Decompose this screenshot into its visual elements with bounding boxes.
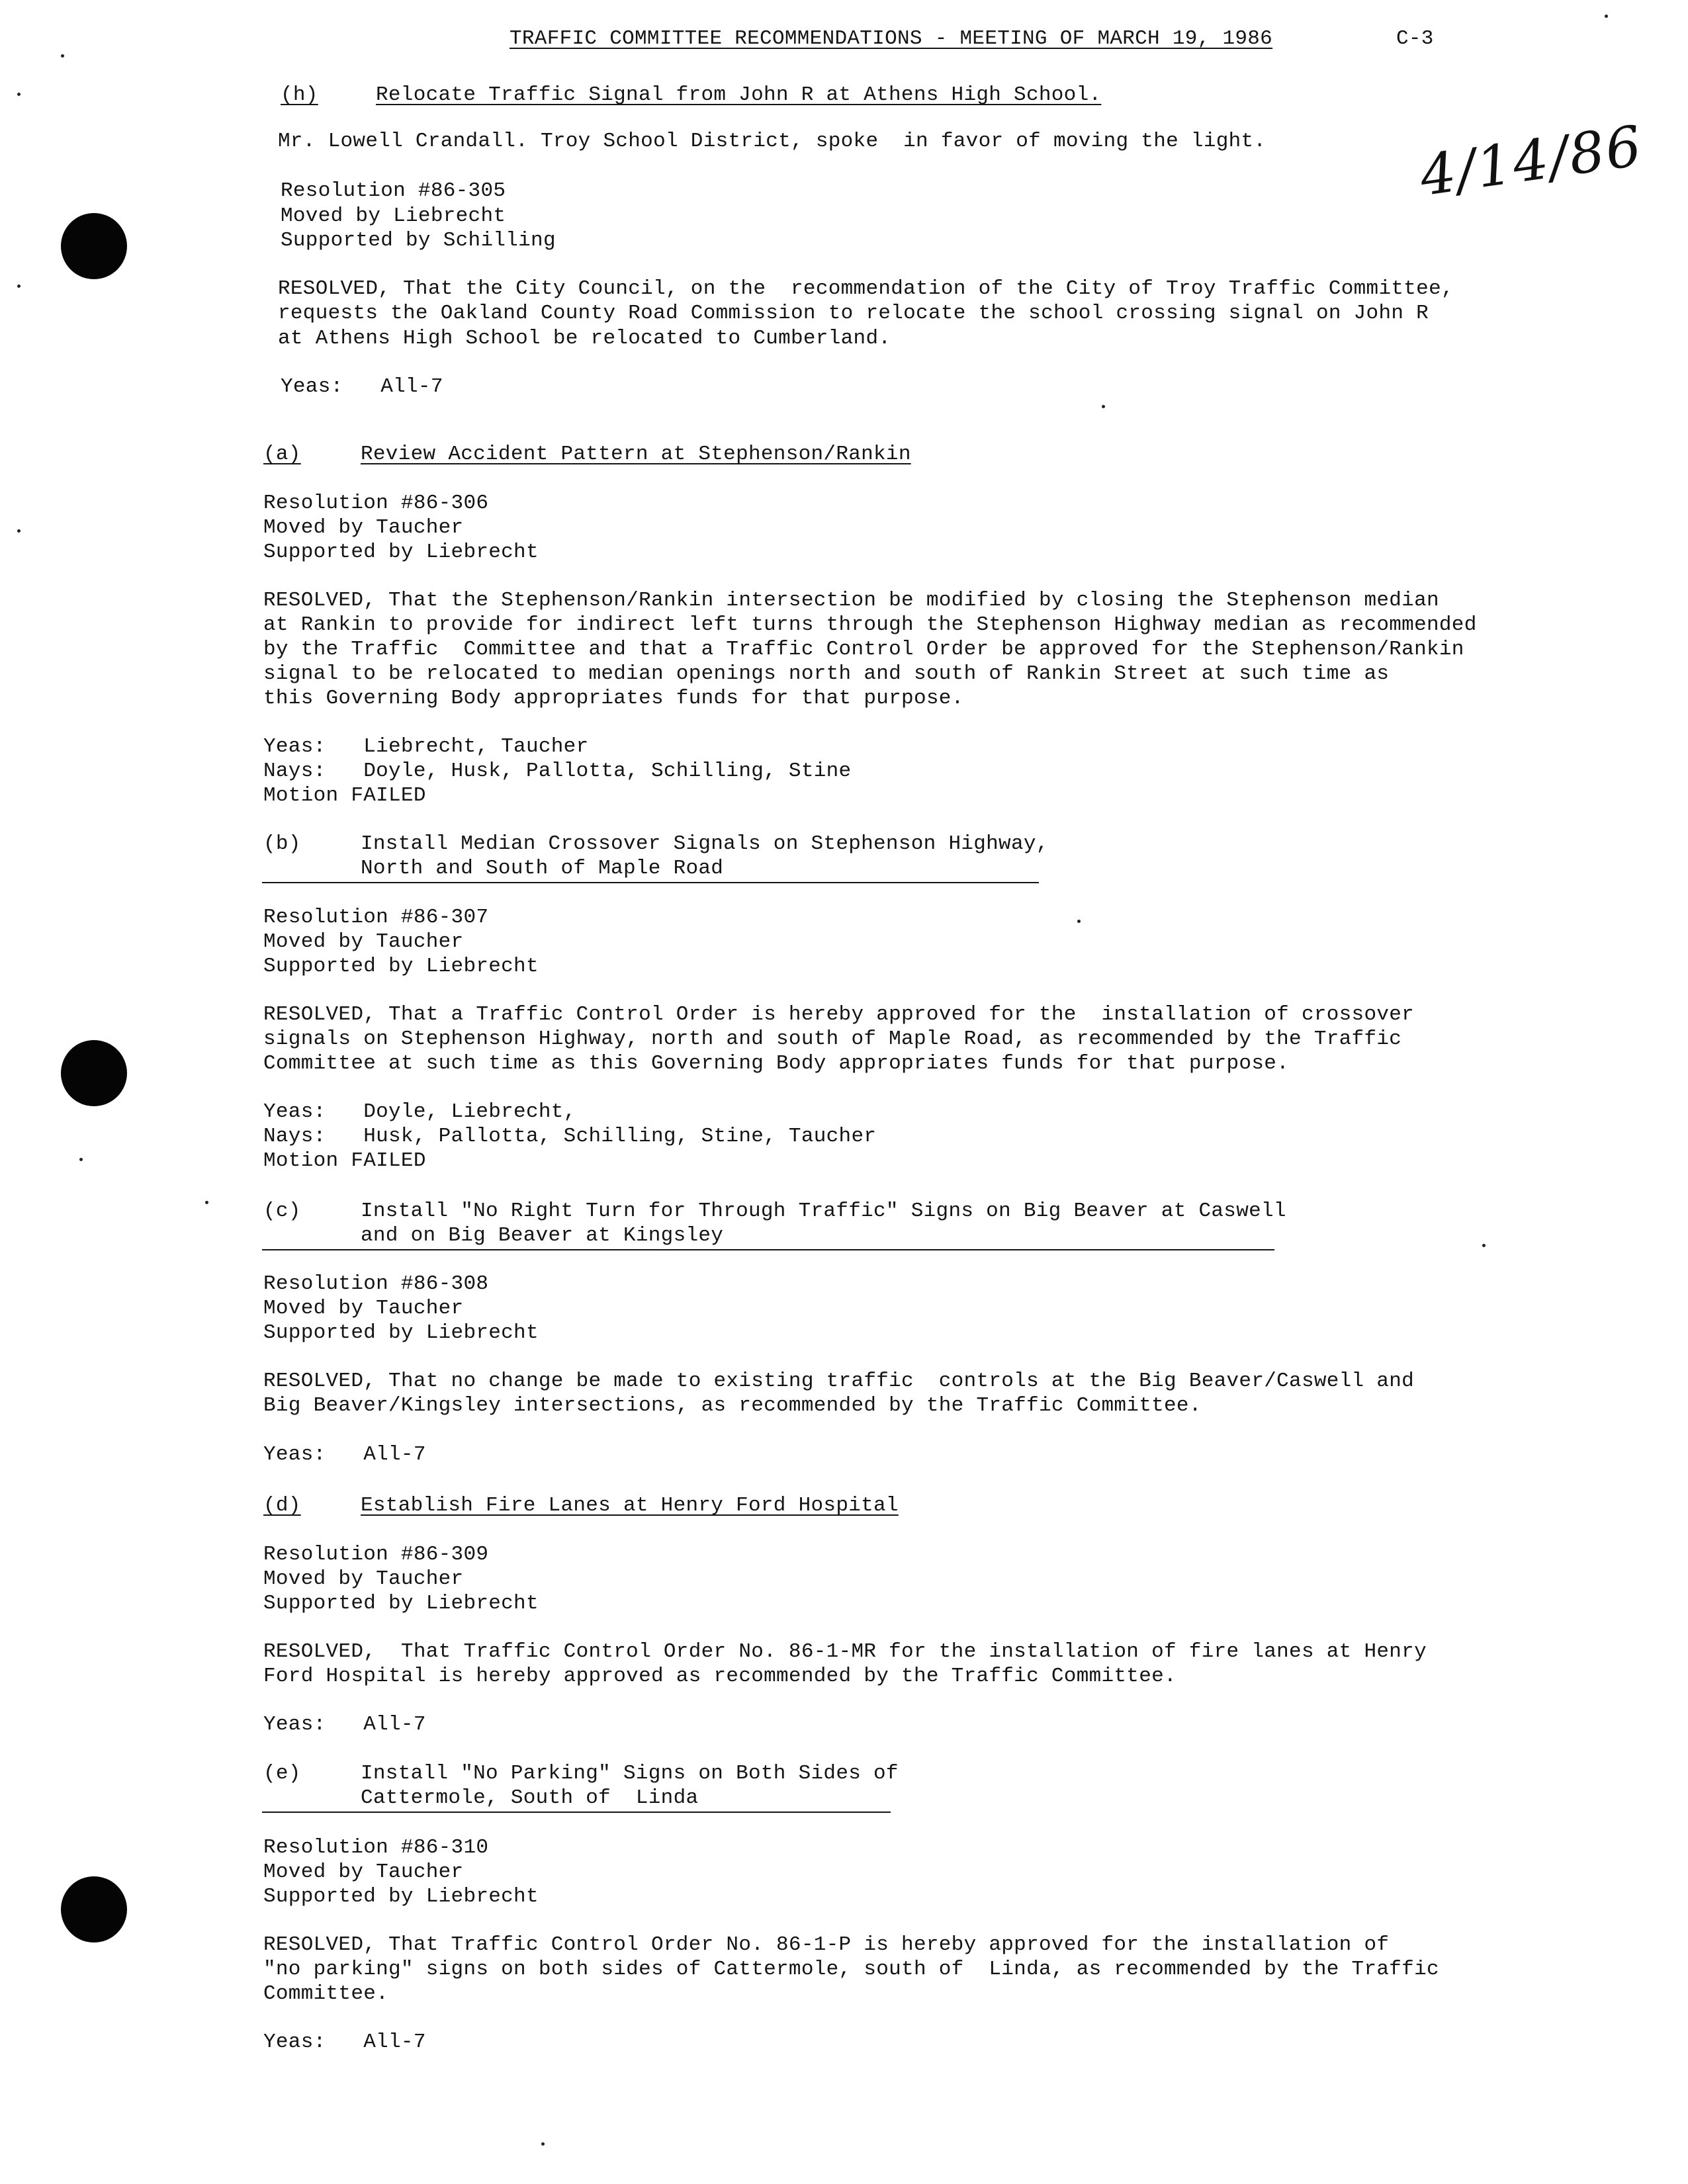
scan-speck	[1077, 920, 1081, 923]
section-d-moved: Moved by Taucher	[263, 1567, 464, 1591]
section-d-body-2: Ford Hospital is hereby approved as recommended by the Traffic Committee.	[263, 1665, 1177, 1688]
section-b-resolution: Resolution #86-307	[263, 906, 489, 929]
section-c-heading-rule	[262, 1249, 1274, 1250]
section-c-heading-1: Install "No Right Turn for Through Traffic" Signs on Big Beaver at Caswell	[361, 1200, 1286, 1223]
section-h-supported: Supported by Schilling	[281, 229, 556, 252]
section-d-body-1: RESOLVED, That Traffic Control Order No. 86-1-MR for the installation of fire lanes at Henry	[263, 1640, 1427, 1663]
section-c-heading-2: and on Big Beaver at Kingsley	[361, 1224, 724, 1247]
section-e-resolution: Resolution #86-310	[263, 1836, 489, 1859]
section-e-body-3: Committee.	[263, 1982, 389, 2005]
section-a-nays: Nays: Doyle, Husk, Pallotta, Schilling, Stine	[263, 760, 852, 783]
section-e-supported: Supported by Liebrecht	[263, 1885, 539, 1908]
scan-speck	[205, 1201, 208, 1204]
scan-speck	[61, 54, 64, 58]
scan-speck	[17, 284, 21, 288]
section-d-heading: Establish Fire Lanes at Henry Ford Hospital	[361, 1494, 899, 1517]
section-a-body-1: RESOLVED, That the Stephenson/Rankin intersection be modified by closing the Stephenson median	[263, 589, 1439, 612]
section-b-letter: (b)	[263, 832, 301, 855]
section-a-motion: Motion FAILED	[263, 784, 426, 807]
section-b-motion: Motion FAILED	[263, 1149, 426, 1172]
section-h-resolution: Resolution #86-305	[281, 179, 506, 202]
section-b-body-1: RESOLVED, That a Traffic Control Order is hereby approved for the installation of crossover	[263, 1003, 1415, 1026]
section-e-heading-1: Install "No Parking" Signs on Both Sides of	[361, 1762, 899, 1785]
section-h-note: Mr. Lowell Crandall. Troy School District, spoke in favor of moving the light.	[278, 130, 1266, 153]
scan-speck	[541, 2142, 545, 2146]
section-h-body-2: requests the Oakland County Road Commission to relocate the school crossing signal on John R	[278, 302, 1429, 325]
section-b-heading-2: North and South of Maple Road	[361, 857, 724, 880]
scan-speck	[1482, 1244, 1486, 1247]
scan-speck	[17, 529, 21, 533]
section-b-body-2: signals on Stephenson Highway, north and south of Maple Road, as recommended by the Traffic	[263, 1027, 1402, 1051]
section-c-supported: Supported by Liebrecht	[263, 1321, 539, 1344]
section-e-body-1: RESOLVED, That Traffic Control Order No. 86-1-P is hereby approved for the installation of	[263, 1933, 1390, 1956]
section-a-yeas: Yeas: Liebrecht, Taucher	[263, 735, 589, 758]
section-e-body-2: "no parking" signs on both sides of Cattermole, south of Linda, as recommended by the Traffic	[263, 1958, 1439, 1981]
section-b-body-3: Committee at such time as this Governing Body appropriates funds for that purpose.	[263, 1052, 1290, 1075]
section-c-body-1: RESOLVED, That no change be made to existing traffic controls at the Big Beaver/Caswell and	[263, 1370, 1415, 1393]
section-h-letter: (h)	[281, 83, 318, 107]
section-b-heading-rule	[262, 882, 1039, 883]
section-e-heading-2: Cattermole, South of Linda	[361, 1786, 699, 1810]
section-h-body-3: at Athens High School be relocated to Cumberland.	[278, 327, 891, 350]
scan-speck	[1102, 405, 1105, 408]
section-h-body-1: RESOLVED, That the City Council, on the recommendation of the City of Troy Traffic Committee,	[278, 277, 1454, 300]
section-a-body-5: this Governing Body appropriates funds for that purpose.	[263, 687, 964, 710]
section-e-yeas: Yeas: All-7	[263, 2031, 426, 2054]
section-a-body-3: by the Traffic Committee and that a Traffic Control Order be approved for the Stephenson/Rankin	[263, 638, 1464, 661]
page-reference: C-3	[1396, 27, 1434, 50]
section-a-body-2: at Rankin to provide for indirect left turns through the Stephenson Highway median as recommended	[263, 613, 1477, 636]
section-a-body-4: signal to be relocated to median openings north and south of Rankin Street at such time as	[263, 662, 1390, 685]
section-c-moved: Moved by Taucher	[263, 1297, 464, 1320]
section-b-nays: Nays: Husk, Pallotta, Schilling, Stine, Taucher	[263, 1125, 877, 1148]
section-d-resolution: Resolution #86-309	[263, 1543, 489, 1566]
section-a-supported: Supported by Liebrecht	[263, 541, 539, 564]
handwritten-date: 4/14/86	[1416, 112, 1647, 209]
section-c-resolution: Resolution #86-308	[263, 1272, 489, 1295]
section-d-supported: Supported by Liebrecht	[263, 1592, 539, 1615]
section-h-yeas: Yeas: All-7	[281, 375, 443, 398]
section-e-heading-rule	[262, 1812, 891, 1813]
section-e-letter: (e)	[263, 1762, 301, 1785]
section-a-letter: (a)	[263, 443, 301, 466]
scan-speck	[17, 93, 21, 96]
section-b-moved: Moved by Taucher	[263, 930, 464, 953]
section-h-heading: Relocate Traffic Signal from John R at Athens High School.	[376, 83, 1102, 107]
section-b-yeas: Yeas: Doyle, Liebrecht,	[263, 1100, 576, 1123]
section-a-moved: Moved by Taucher	[263, 516, 464, 539]
section-d-yeas: Yeas: All-7	[263, 1713, 426, 1736]
scan-speck	[1605, 15, 1608, 18]
section-b-supported: Supported by Liebrecht	[263, 955, 539, 978]
page-title: TRAFFIC COMMITTEE RECOMMENDATIONS - MEETING OF MARCH 19, 1986	[510, 27, 1273, 50]
punch-hole-top	[61, 213, 127, 279]
section-a-heading: Review Accident Pattern at Stephenson/Rankin	[361, 443, 911, 466]
punch-hole-middle	[61, 1040, 127, 1106]
section-b-heading-1: Install Median Crossover Signals on Stephenson Highway,	[361, 832, 1049, 855]
section-e-moved: Moved by Taucher	[263, 1860, 464, 1884]
section-c-yeas: Yeas: All-7	[263, 1443, 426, 1466]
section-c-body-2: Big Beaver/Kingsley intersections, as recommended by the Traffic Committee.	[263, 1394, 1202, 1417]
section-d-letter: (d)	[263, 1494, 301, 1517]
section-h-moved: Moved by Liebrecht	[281, 204, 506, 228]
section-a-resolution: Resolution #86-306	[263, 492, 489, 515]
section-c-letter: (c)	[263, 1200, 301, 1223]
scan-speck	[79, 1158, 83, 1161]
punch-hole-bottom	[61, 1876, 127, 1943]
